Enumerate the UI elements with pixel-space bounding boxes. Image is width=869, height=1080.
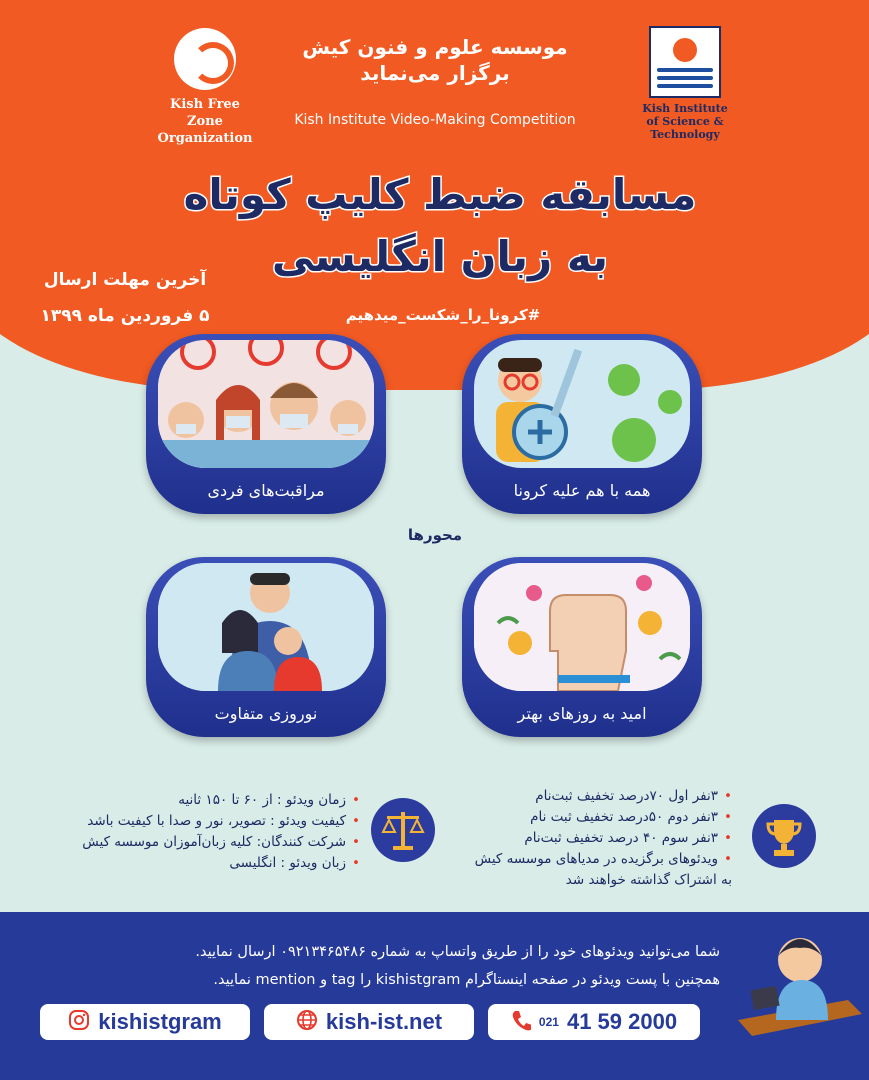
list-item: • ۳نفر اول ۷۰درصد تخفیف ثبت‌نام bbox=[462, 786, 732, 807]
theme-label: همه با هم علیه کرونا bbox=[513, 481, 651, 500]
kist-emblem-icon bbox=[649, 26, 721, 98]
deadline-date: ۵ فروردین ماه ۱۳۹۹ bbox=[40, 306, 210, 326]
prizes-list bbox=[462, 786, 732, 891]
kish-free-zone-logo bbox=[150, 28, 260, 147]
instagram-handle[interactable] bbox=[40, 1004, 250, 1040]
theme-label: مراقبت‌های فردی bbox=[207, 481, 325, 500]
themes-label: محورها bbox=[407, 526, 463, 544]
boy-fighting-virus-illustration bbox=[474, 340, 690, 468]
phone-icon bbox=[511, 1009, 531, 1036]
theme-card-hope bbox=[462, 557, 702, 737]
scales-icon bbox=[371, 798, 435, 862]
kist-logo-text-2: of Science & Technology bbox=[646, 115, 724, 141]
list-item: • زبان ویدئو : انگلیسی bbox=[20, 853, 360, 874]
deadline bbox=[30, 262, 220, 334]
footer-line1: شما می‌توانید ویدئوهای خود را از طریق واتساپ به شماره ۰۹۲۱۳۴۶۵۴۸۶ ارسال نمایید. bbox=[195, 944, 720, 960]
theme-card-different-nowruz bbox=[146, 557, 386, 737]
phone-number[interactable] bbox=[488, 1004, 700, 1040]
theme-card-together-against-corona bbox=[462, 334, 702, 514]
masked-people-illustration bbox=[158, 340, 374, 468]
kish-institute-logo bbox=[610, 26, 760, 141]
globe-icon bbox=[296, 1009, 318, 1036]
instagram-icon bbox=[68, 1009, 90, 1036]
main-title-line1: مسابقه ضبط کلیپ کوتاه bbox=[183, 170, 697, 219]
institute-title bbox=[270, 34, 600, 86]
list-item: • ۳نفر سوم ۴۰ درصد تخفیف ثبت‌نام bbox=[462, 828, 732, 849]
institute-subtitle: Kish Institute Video-Making Competition bbox=[294, 112, 576, 128]
phone-text: 41 59 2000 bbox=[566, 1009, 678, 1034]
kist-logo-text-1: Kish Institute bbox=[642, 102, 728, 115]
trophy-icon bbox=[752, 804, 816, 868]
institute-title-line1: موسسه علوم و فنون کیش bbox=[302, 35, 568, 59]
kfz-emblem-icon bbox=[174, 28, 236, 90]
list-item: • ویدئوهای برگزیده در مدیاهای موسسه کیش به اشتراک گذاشته خواهند شد bbox=[462, 849, 732, 891]
list-item: • شرکت کنندگان: کلیه زبان‌آموزان موسسه کیش bbox=[20, 832, 360, 853]
hashtag: #کرونا_را_شکست_میدهیم bbox=[345, 306, 541, 324]
theme-label: نوروزی متفاوت bbox=[214, 704, 318, 723]
kfz-logo-text-1: Kish Free Zone bbox=[170, 97, 240, 129]
family-hugging-illustration bbox=[158, 563, 374, 691]
website-text: kish-ist.net bbox=[325, 1009, 443, 1034]
list-item: • کیفیت ویدئو : تصویر، نور و صدا با کیفیت باشد bbox=[20, 811, 360, 832]
theme-label: امید به روزهای بهتر bbox=[517, 704, 647, 723]
raised-fist-flowers-illustration bbox=[474, 563, 690, 691]
deadline-label: آخرین مهلت ارسال bbox=[43, 270, 207, 290]
list-item: • ۳نفر دوم ۵۰درصد تخفیف ثبت نام bbox=[462, 807, 732, 828]
website-link[interactable] bbox=[264, 1004, 474, 1040]
theme-card-personal-care bbox=[146, 334, 386, 514]
instagram-text: kishistgram bbox=[98, 1009, 222, 1034]
institute-title-line2: برگزار می‌نماید bbox=[360, 61, 510, 85]
kfz-logo-text-2: Organization bbox=[157, 131, 253, 146]
main-title-line2: به زبان انگلیسی bbox=[271, 232, 609, 281]
footer-line2: همچنین با پست ویدئو در صفحه اینستاگرام kishistgram را tag و mention نمایید. bbox=[213, 972, 720, 988]
phone-prefix: 021 bbox=[538, 1015, 559, 1029]
list-item: • زمان ویدئو : از ۶۰ تا ۱۵۰ ثانیه bbox=[20, 790, 360, 811]
boy-with-laptop-illustration bbox=[738, 930, 862, 1040]
footer-text bbox=[20, 938, 720, 994]
rules-list bbox=[20, 790, 360, 874]
